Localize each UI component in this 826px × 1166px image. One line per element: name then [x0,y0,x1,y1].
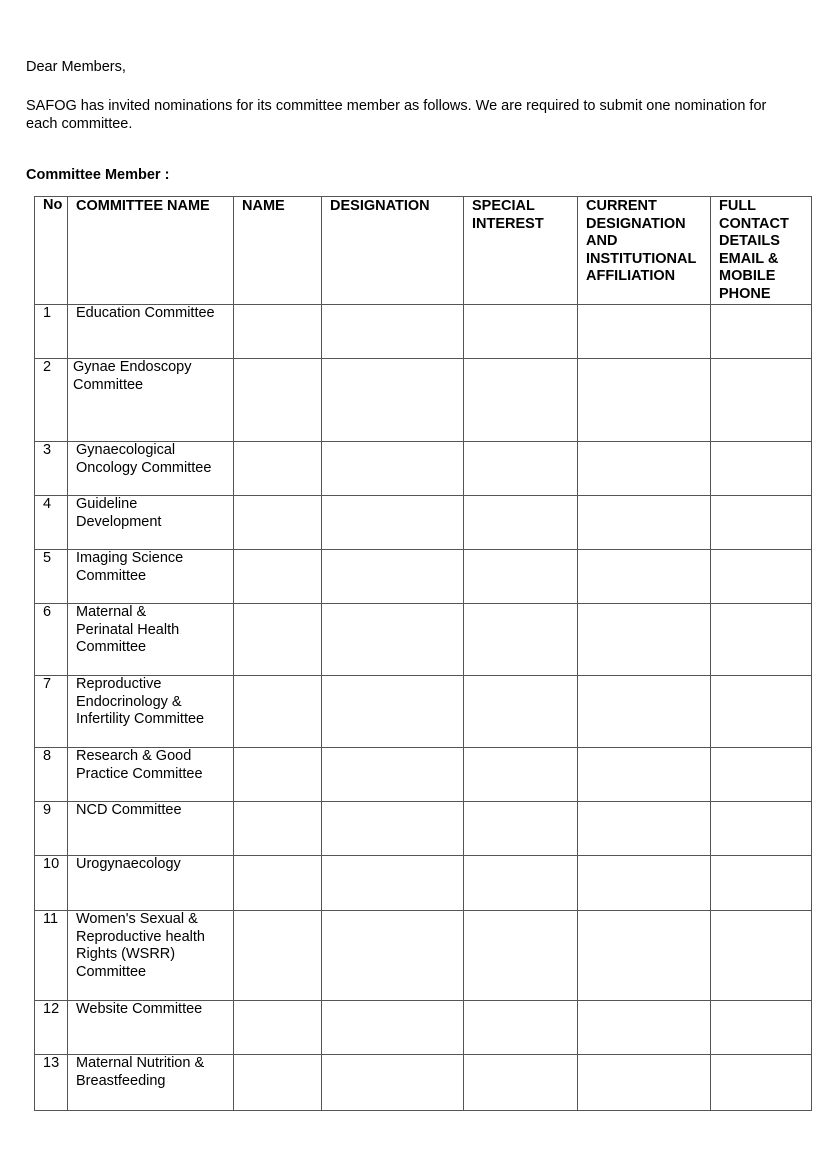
designation-cell[interactable] [322,604,464,676]
name-cell[interactable] [234,802,322,856]
name-cell[interactable] [234,496,322,550]
name-cell[interactable] [234,748,322,802]
contact-details-cell[interactable] [711,911,812,1001]
special-interest-cell[interactable] [464,305,578,359]
designation-cell[interactable] [322,911,464,1001]
header-name: NAME [234,197,322,305]
current-designation-cell[interactable] [578,305,711,359]
designation-cell[interactable] [322,496,464,550]
current-designation-cell[interactable] [578,1001,711,1055]
row-number: 8 [35,748,68,802]
intro-paragraph: SAFOG has invited nominations for its committee member as follows. We are required to submit one nomination for each committee. [26,98,767,132]
special-interest-cell[interactable] [464,911,578,1001]
committee-name: Gynaecological Oncology Committee [68,442,234,496]
designation-cell[interactable] [322,1001,464,1055]
current-designation-cell[interactable] [578,911,711,1001]
special-interest-cell[interactable] [464,802,578,856]
committee-name: Urogynaecology [68,856,234,911]
current-designation-cell[interactable] [578,856,711,911]
table-row [35,305,812,359]
contact-details-cell[interactable] [711,802,812,856]
special-interest-cell[interactable] [464,442,578,496]
greeting: Dear Members, [26,59,126,75]
committee-name: Research & Good Practice Committee [68,748,234,802]
special-interest-cell[interactable] [464,856,578,911]
committee-name: Education Committee [68,305,234,359]
current-designation-cell[interactable] [578,748,711,802]
row-number: 6 [35,604,68,676]
contact-details-cell[interactable] [711,748,812,802]
row-number: 2 [35,359,68,442]
row-number: 11 [35,911,68,1001]
special-interest-cell[interactable] [464,1055,578,1111]
current-designation-cell[interactable] [578,359,711,442]
special-interest-cell[interactable] [464,1001,578,1055]
header-contact-details: FULL CONTACT DETAILS EMAIL & MOBILE PHONE [711,197,812,305]
current-designation-cell[interactable] [578,604,711,676]
table-row [35,496,812,550]
table-row [35,802,812,856]
current-designation-cell[interactable] [578,550,711,604]
committee-name: Imaging Science Committee [68,550,234,604]
designation-cell[interactable] [322,442,464,496]
row-number: 12 [35,1001,68,1055]
contact-details-cell[interactable] [711,305,812,359]
table-row [35,604,812,676]
special-interest-cell[interactable] [464,748,578,802]
table-row [35,1001,812,1055]
designation-cell[interactable] [322,748,464,802]
special-interest-cell[interactable] [464,676,578,748]
table-row [35,442,812,496]
committee-name: Gynae Endoscopy Committee [68,359,234,442]
current-designation-cell[interactable] [578,442,711,496]
row-number: 1 [35,305,68,359]
contact-details-cell[interactable] [711,676,812,748]
designation-cell[interactable] [322,676,464,748]
committee-name: Website Committee [68,1001,234,1055]
name-cell[interactable] [234,911,322,1001]
contact-details-cell[interactable] [711,359,812,442]
row-number: 3 [35,442,68,496]
committee-name: NCD Committee [68,802,234,856]
special-interest-cell[interactable] [464,359,578,442]
row-number: 13 [35,1055,68,1111]
row-number: 10 [35,856,68,911]
designation-cell[interactable] [322,550,464,604]
designation-cell[interactable] [322,802,464,856]
committee-name: Reproductive Endocrinology & Infertility Committee [68,676,234,748]
current-designation-cell[interactable] [578,802,711,856]
header-committee-name: COMMITTEE NAME [68,197,234,305]
row-number: 7 [35,676,68,748]
committee-name: Women's Sexual & Reproductive health Rights (WSRR) Committee [68,911,234,1001]
table-row [35,748,812,802]
name-cell[interactable] [234,676,322,748]
contact-details-cell[interactable] [711,604,812,676]
table-row [35,676,812,748]
special-interest-cell[interactable] [464,604,578,676]
row-number: 9 [35,802,68,856]
committee-name: Guideline Development [68,496,234,550]
designation-cell[interactable] [322,1055,464,1111]
name-cell[interactable] [234,442,322,496]
designation-cell[interactable] [322,305,464,359]
contact-details-cell[interactable] [711,856,812,911]
name-cell[interactable] [234,305,322,359]
committee-name: Maternal & Perinatal Health Committee [68,604,234,676]
contact-details-cell[interactable] [711,442,812,496]
contact-details-cell[interactable] [711,550,812,604]
current-designation-cell[interactable] [578,496,711,550]
header-designation: DESIGNATION [322,197,464,305]
name-cell[interactable] [234,359,322,442]
name-cell[interactable] [234,1001,322,1055]
name-cell[interactable] [234,1055,322,1111]
table-row [35,359,812,442]
row-number: 4 [35,496,68,550]
table-row [35,856,812,911]
special-interest-cell[interactable] [464,550,578,604]
committee-name: Maternal Nutrition & Breastfeeding [68,1055,234,1111]
contact-details-cell[interactable] [711,1001,812,1055]
designation-cell[interactable] [322,856,464,911]
current-designation-cell[interactable] [578,1055,711,1111]
table-row [35,550,812,604]
name-cell[interactable] [234,604,322,676]
table-row [35,911,812,1001]
current-designation-cell[interactable] [578,676,711,748]
section-title: Committee Member : [26,167,170,183]
contact-details-cell[interactable] [711,496,812,550]
table-row [35,1055,812,1111]
designation-cell[interactable] [322,359,464,442]
name-cell[interactable] [234,856,322,911]
name-cell[interactable] [234,550,322,604]
row-number: 5 [35,550,68,604]
nomination-table [34,196,812,1111]
header-no: No [35,197,68,305]
header-special-interest: SPECIAL INTEREST [464,197,578,305]
header-current-designation: CURRENT DESIGNATION AND INSTITUTIONAL AFFILIATION [578,197,711,305]
special-interest-cell[interactable] [464,496,578,550]
header-row [35,197,812,305]
contact-details-cell[interactable] [711,1055,812,1111]
